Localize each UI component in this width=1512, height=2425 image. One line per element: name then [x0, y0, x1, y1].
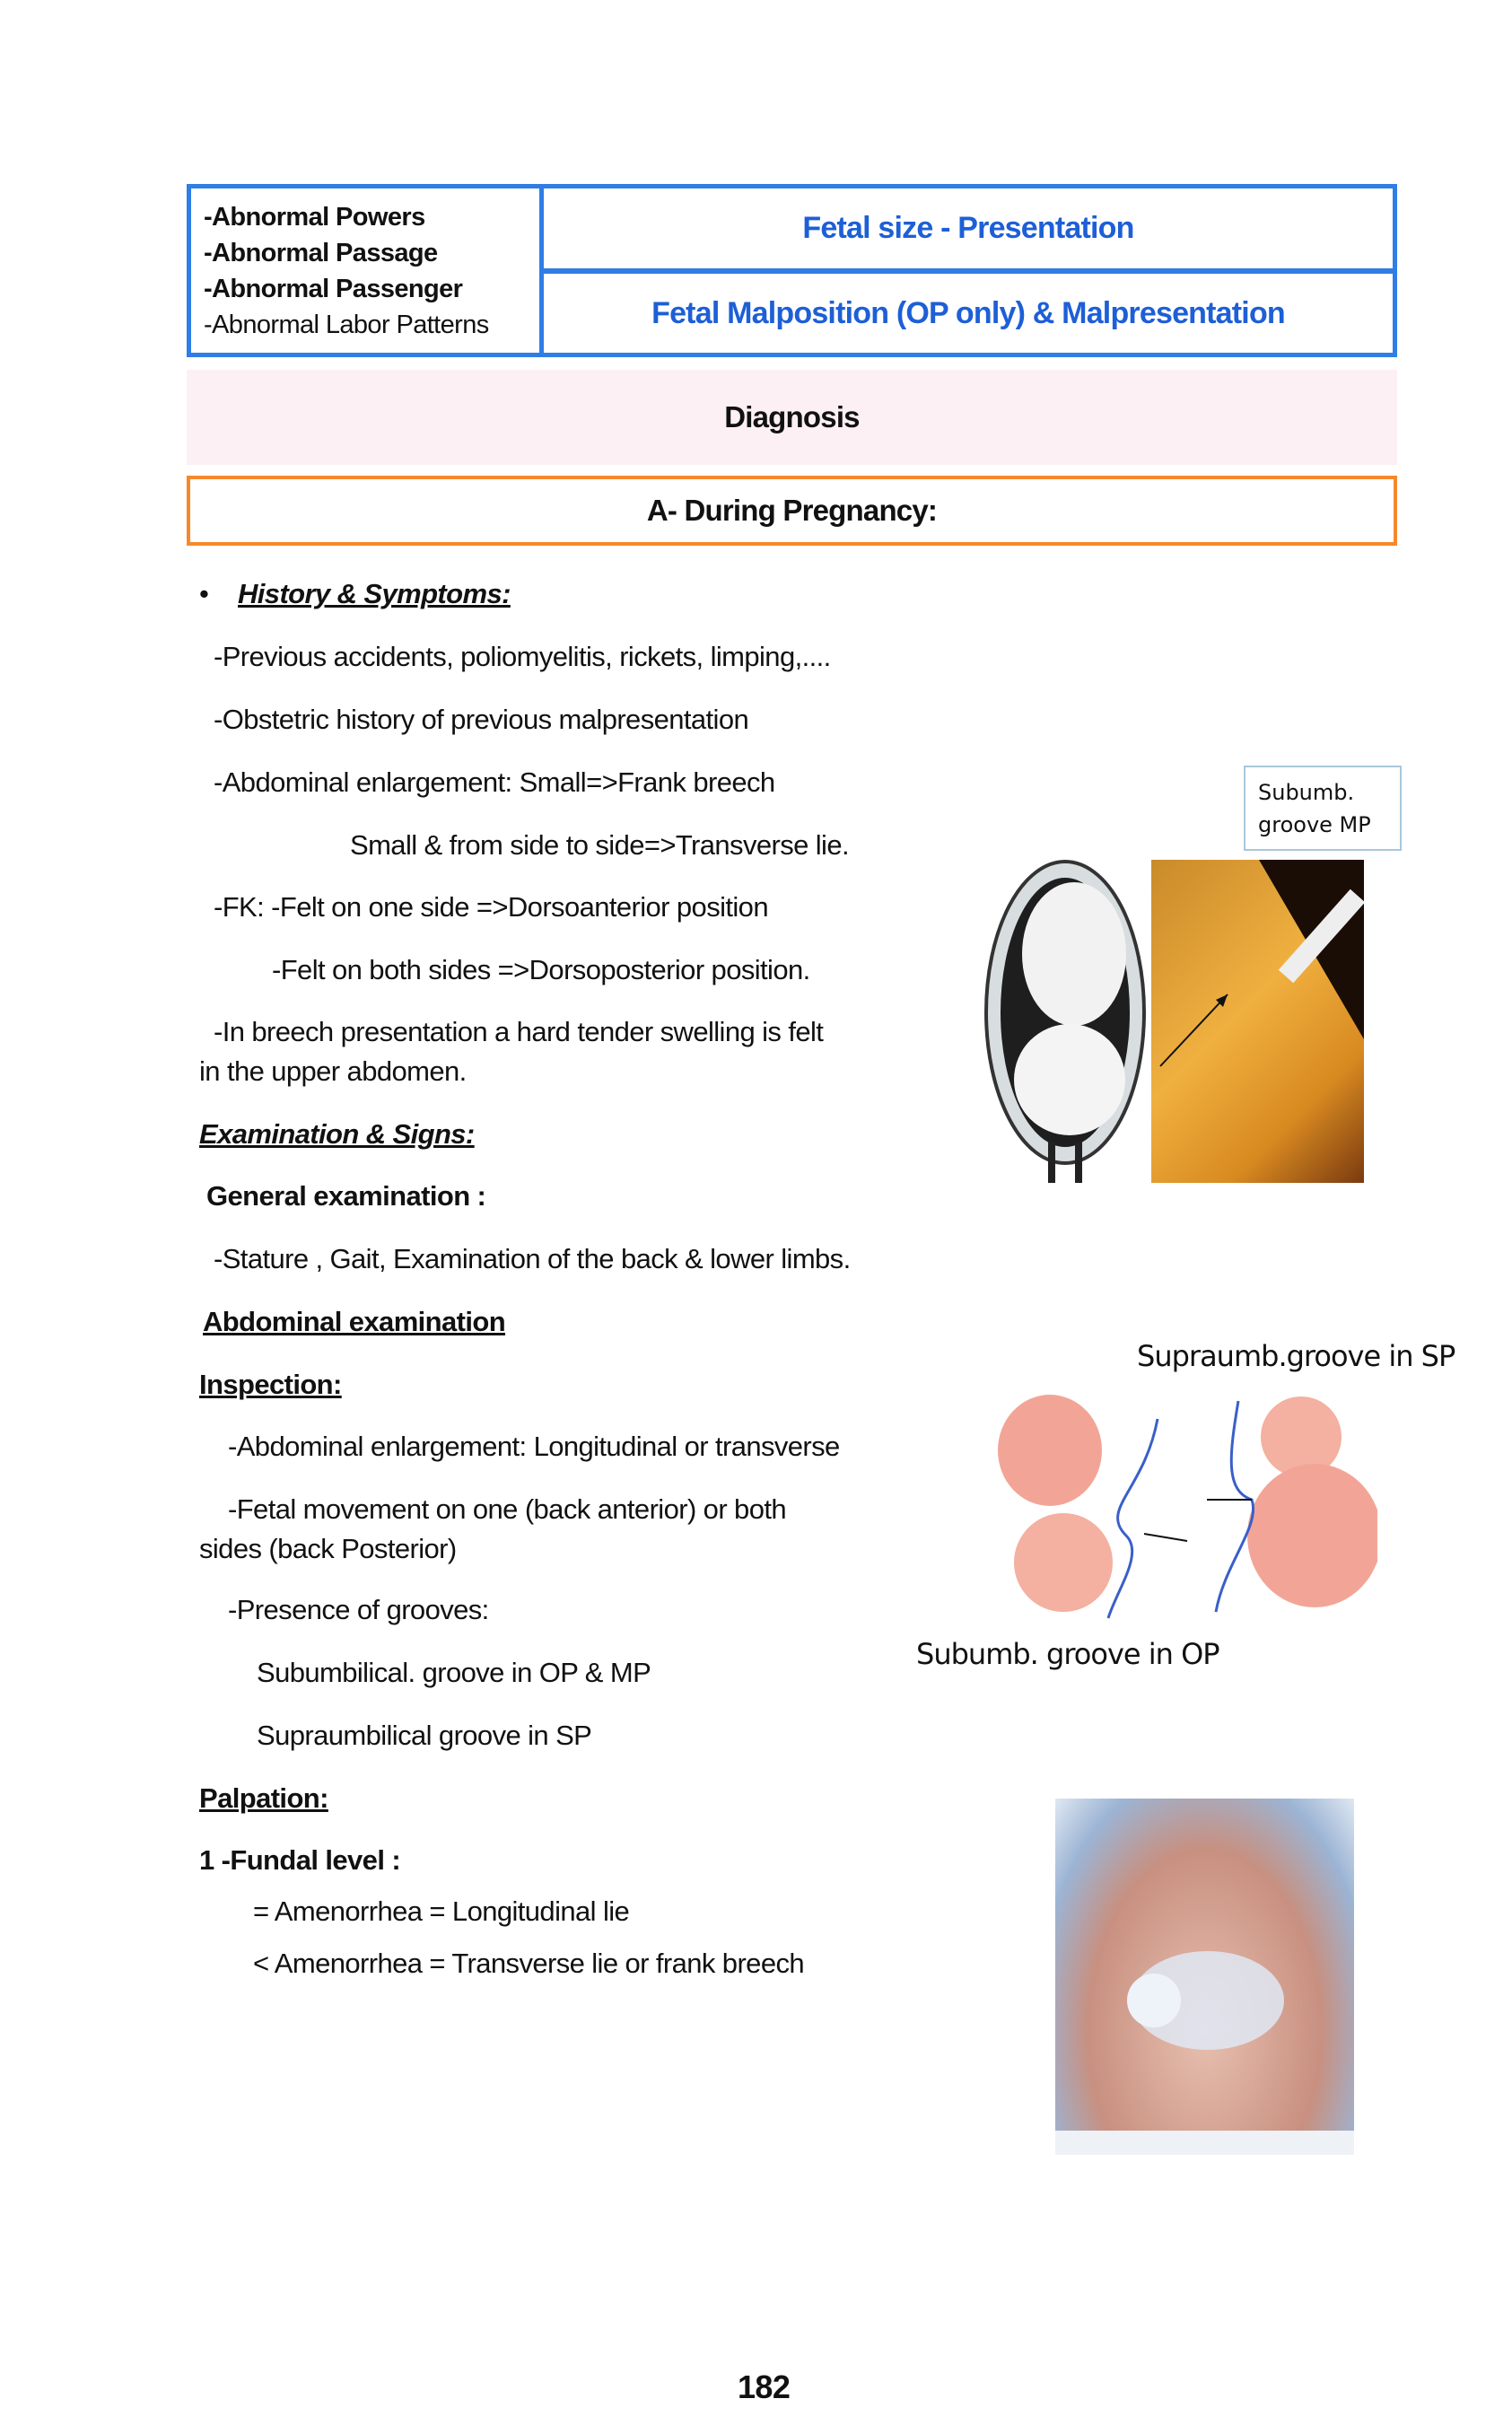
bullet-icon: •: [199, 578, 209, 609]
history-line: -Abdominal enlargement: Small=>Frank breech: [214, 766, 775, 798]
cause-item: -Abnormal Labor Patterns: [204, 311, 489, 339]
diagnosis-title: Diagnosis: [724, 400, 860, 433]
cause-item: -Abnormal Passenger: [204, 275, 463, 303]
fetal-size-cell: [539, 184, 1397, 273]
subumb-mp-label: Subumb.: [1258, 780, 1355, 805]
cause-item: -Abnormal Passage: [204, 239, 438, 267]
history-line: -In breech presentation a hard tender swelling is felt: [214, 1016, 824, 1047]
inspection-line: -Presence of grooves:: [228, 1594, 489, 1625]
general-exam-line: -Stature , Gait, Examination of the back & lower limbs.: [214, 1243, 851, 1274]
history-line: -FK: -Felt on one side =>Dorsoanterior position: [214, 891, 768, 923]
abdominal-exam-heading: Abdominal examination: [203, 1306, 506, 1337]
inspection-line: sides (back Posterior): [199, 1533, 457, 1564]
section-header: [187, 476, 1397, 546]
subumb-op-label: Subumb. groove in OP: [916, 1637, 1219, 1671]
malposition-cell: [539, 269, 1397, 357]
causes-box: [187, 184, 542, 357]
abdomen-photo: [1151, 860, 1364, 1183]
subumb-mp-label-box: [1244, 766, 1402, 851]
malposition-title: Fetal Malposition (OP only) & Malpresentation: [651, 295, 1285, 330]
history-line: -Previous accidents, poliomyelitis, rickets, limping,....: [214, 641, 831, 672]
diagnosis-band: [187, 370, 1397, 465]
section-title: A- During Pregnancy:: [646, 494, 938, 527]
fetus-op-figure: [992, 1383, 1377, 1625]
history-line: Small & from side to side=>Transverse lie.: [350, 829, 849, 861]
history-line: -Obstetric history of previous malpresentation: [214, 704, 749, 735]
supraumb-sp-label: Supraumb.groove in SP: [1137, 1339, 1455, 1373]
history-line: -Felt on both sides =>Dorsoposterior position.: [272, 954, 810, 985]
palpation-heading: Palpation:: [199, 1782, 328, 1814]
inspection-line: Supraumbilical groove in SP: [257, 1720, 592, 1751]
inspection-line: -Abdominal enlargement: Longitudinal or transverse: [228, 1431, 840, 1462]
inspection-heading: Inspection:: [199, 1369, 342, 1400]
uterus-fetus-drawing: [980, 855, 1150, 1192]
transverse-lie-photo: [1055, 1799, 1354, 2155]
fundal-line: < Amenorrhea = Transverse lie or frank breech: [253, 1948, 804, 1979]
page-number: 182: [738, 2368, 791, 2405]
subumb-mp-label: groove MP: [1258, 812, 1371, 837]
history-heading: History & Symptoms:: [238, 578, 511, 609]
inspection-line: Subumbilical. groove in OP & MP: [257, 1657, 651, 1688]
examination-heading: Examination & Signs:: [199, 1118, 475, 1150]
general-exam-heading: General examination :: [206, 1180, 486, 1212]
fundal-line: = Amenorrhea = Longitudinal lie: [253, 1895, 630, 1927]
fetal-size-title: Fetal size - Presentation: [802, 211, 1134, 245]
inspection-line: -Fetal movement on one (back anterior) or both: [228, 1493, 786, 1525]
fundal-heading: 1 -Fundal level :: [199, 1844, 401, 1876]
history-line: in the upper abdomen.: [199, 1055, 467, 1087]
cause-item: -Abnormal Powers: [204, 203, 425, 232]
